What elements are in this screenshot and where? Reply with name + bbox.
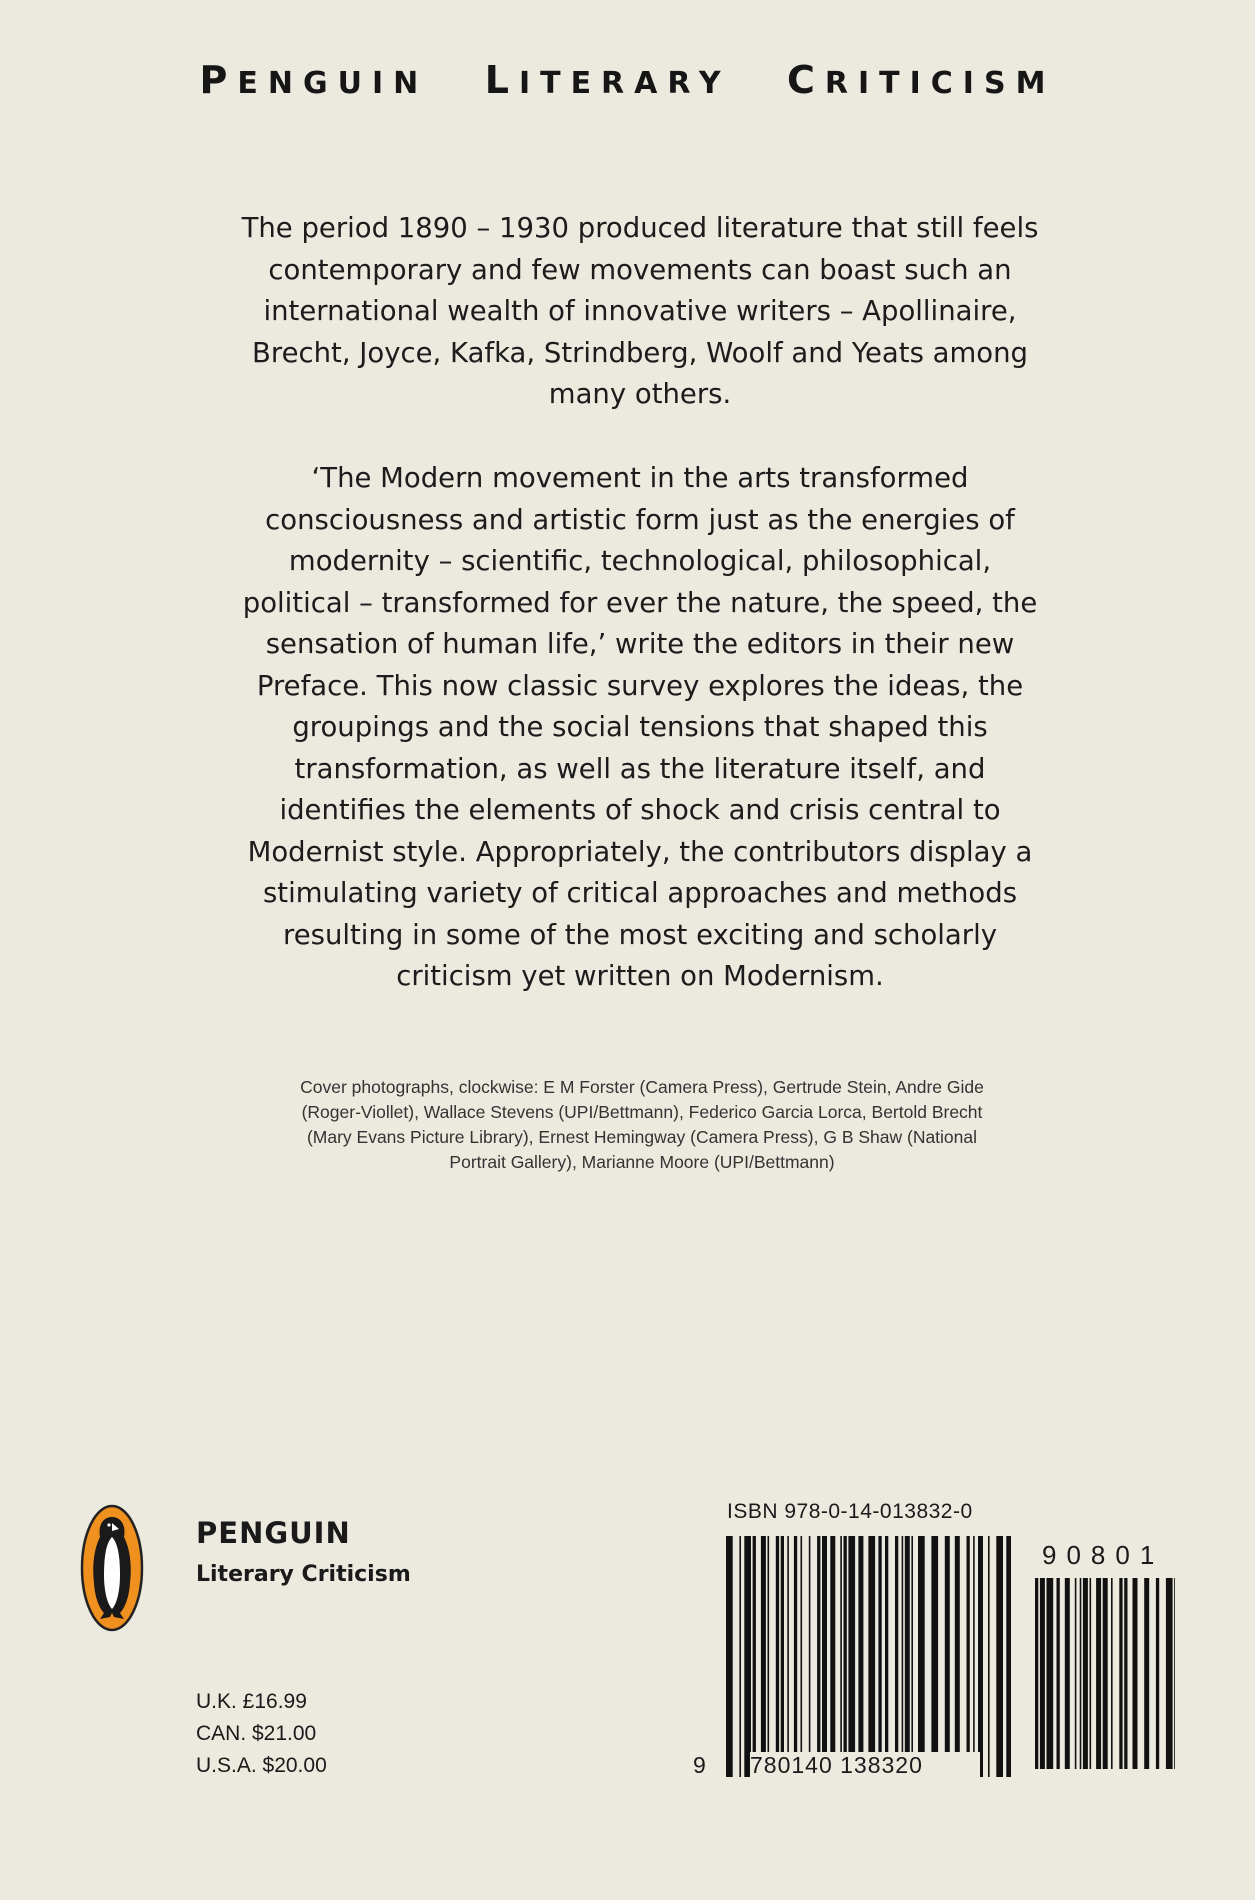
- credit-line: (Roger-Viollet), Wallace Stevens (UPI/Bettmann), Federico Garcia Lorca, Bertold Brecht: [301, 1102, 983, 1122]
- barcode-bar: [902, 1536, 904, 1777]
- barcode-bar: [1096, 1578, 1101, 1769]
- blurb-line: political – transformed for ever the nature, the speed, the: [242, 586, 1038, 619]
- blurb-line: modernity – scientific, technological, philosophical,: [288, 545, 992, 577]
- barcode-bar: [781, 1536, 784, 1777]
- barcode-bar: [996, 1536, 1003, 1777]
- barcode-bar: [739, 1536, 741, 1777]
- penguin-logo-icon: [80, 1503, 144, 1633]
- barcode-bar: [858, 1536, 863, 1777]
- barcode-bar: [931, 1536, 938, 1777]
- barcode-bar: [1103, 1578, 1108, 1769]
- blurb-paragraph-2: [230, 458, 1050, 998]
- barcode-lead-digit: 9: [693, 1752, 706, 1778]
- barcode-bar: [1090, 1578, 1092, 1769]
- barcode-bar: [905, 1536, 910, 1777]
- isbn-label: ISBN 978-0-14-013832-0: [727, 1500, 973, 1523]
- series-word-criticism: CRITICISM: [787, 58, 1056, 102]
- barcode-bar: [978, 1536, 983, 1777]
- barcode-bar: [848, 1536, 855, 1777]
- blurb-line: The period 1890 – 1930 produced literature that still feels: [241, 212, 1039, 244]
- series-word-penguin: PENGUIN: [199, 58, 429, 102]
- barcode-bar: [1065, 1578, 1070, 1769]
- barcode-bar: [1047, 1578, 1054, 1769]
- blurb-line: international wealth of innovative writers – Apollinaire,: [263, 295, 1017, 327]
- blurb-line: groupings and the social tensions that shaped this: [292, 711, 988, 743]
- barcode-bar: [988, 1536, 990, 1777]
- addon-barcode: [1035, 1578, 1175, 1769]
- blurb-line: criticism yet written on Modernism.: [396, 960, 884, 992]
- barcode-bar: [955, 1536, 960, 1777]
- barcode-bar: [1080, 1578, 1082, 1769]
- barcode-bar: [761, 1536, 766, 1777]
- barcode-bar: [830, 1536, 835, 1777]
- barcode-bar: [1133, 1578, 1138, 1769]
- price-usa: U.S.A. $20.00: [196, 1754, 327, 1777]
- barcode-bar: [1166, 1578, 1173, 1769]
- barcode-bar: [801, 1536, 803, 1777]
- barcode-bar: [1124, 1578, 1127, 1769]
- barcode-bar: [1040, 1578, 1045, 1769]
- barcode-bar: [1119, 1578, 1122, 1769]
- blurb-line: transformation, as well as the literature itself, and: [294, 752, 986, 785]
- blurb-line: many others.: [548, 378, 732, 410]
- barcode-bar: [895, 1536, 898, 1777]
- barcode-bar: [1075, 1578, 1077, 1769]
- barcode-bar: [794, 1536, 797, 1777]
- blurb-line: sensation of human life,’ write the editors in their new: [265, 628, 1015, 660]
- barcode-bar: [885, 1536, 888, 1777]
- publisher-block: [196, 1516, 411, 1587]
- barcode-bar: [945, 1536, 950, 1777]
- barcode-bar: [844, 1536, 847, 1777]
- blurb-line: contemporary and few movements can boast such an: [268, 253, 1012, 286]
- credit-line: Portrait Gallery), Marianne Moore (UPI/Bettmann): [449, 1152, 835, 1172]
- barcode-bar: [1174, 1578, 1175, 1769]
- series-title: [0, 58, 1255, 102]
- blurb-line: ‘The Modern movement in the arts transformed: [311, 462, 969, 494]
- barcode-bar: [868, 1536, 875, 1777]
- addon-digits: 90801: [1042, 1540, 1165, 1570]
- barcode-bar: [822, 1536, 827, 1777]
- barcode-bar: [973, 1536, 975, 1777]
- blurb-line: identifies the elements of shock and crisis central to: [279, 794, 1001, 826]
- credit-line: (Mary Evans Picture Library), Ernest Hemingway (Camera Press), G B Shaw (National: [306, 1127, 978, 1147]
- barcode-bar: [878, 1536, 881, 1777]
- barcode-bar: [787, 1536, 789, 1777]
- barcode-bar: [768, 1536, 770, 1777]
- blurb-line: consciousness and artistic form just as the energies of: [265, 503, 1015, 536]
- barcode-bar: [1156, 1578, 1159, 1769]
- series-word-literary: LITERARY: [484, 58, 731, 102]
- barcode-bar: [918, 1536, 925, 1777]
- barcode-bar: [776, 1536, 779, 1777]
- blurb-line: stimulating variety of critical approaches and methods: [262, 877, 1018, 909]
- barcode-bar: [1144, 1578, 1149, 1769]
- barcode-bar: [817, 1536, 820, 1777]
- barcode-bar: [967, 1536, 970, 1777]
- isbn-barcode: [726, 1536, 1011, 1777]
- barcode-bar: [1006, 1536, 1011, 1777]
- blurb-line: Preface. This now classic survey explores the ideas, the: [256, 669, 1024, 702]
- price-uk: U.K. £16.99: [196, 1690, 307, 1713]
- barcode-bar: [726, 1536, 733, 1777]
- cover-photo-credits: [232, 1075, 1052, 1175]
- publisher-name: PENGUIN: [196, 1516, 351, 1550]
- barcode-bar: [1083, 1578, 1088, 1769]
- blurb-line: Modernist style. Appropriately, the contributors display a: [247, 835, 1033, 868]
- barcode-bar: [1111, 1578, 1113, 1769]
- barcode-bar: [911, 1536, 913, 1777]
- credit-line: Cover photographs, clockwise: E M Forster (Camera Press), Gertrude Stein, Andre Gide: [300, 1077, 984, 1097]
- blurb-line: resulting in some of the most exciting and scholarly: [283, 918, 997, 951]
- barcode-bar: [1057, 1578, 1060, 1769]
- barcode-digits: 780140 138320: [750, 1752, 980, 1779]
- barcode-bar: [744, 1536, 751, 1777]
- barcode-bar: [753, 1536, 756, 1777]
- barcode-bar: [840, 1536, 842, 1777]
- blurb-line: Brecht, Joyce, Kafka, Strindberg, Woolf and Yeats among: [252, 336, 1028, 369]
- blurb-paragraph-1: [230, 208, 1050, 416]
- price-can: CAN. $21.00: [196, 1722, 317, 1745]
- barcode-bar: [1035, 1578, 1038, 1769]
- price-list: [196, 1686, 327, 1782]
- barcode-bar: [809, 1536, 811, 1777]
- publisher-imprint: Literary Criticism: [196, 1562, 411, 1587]
